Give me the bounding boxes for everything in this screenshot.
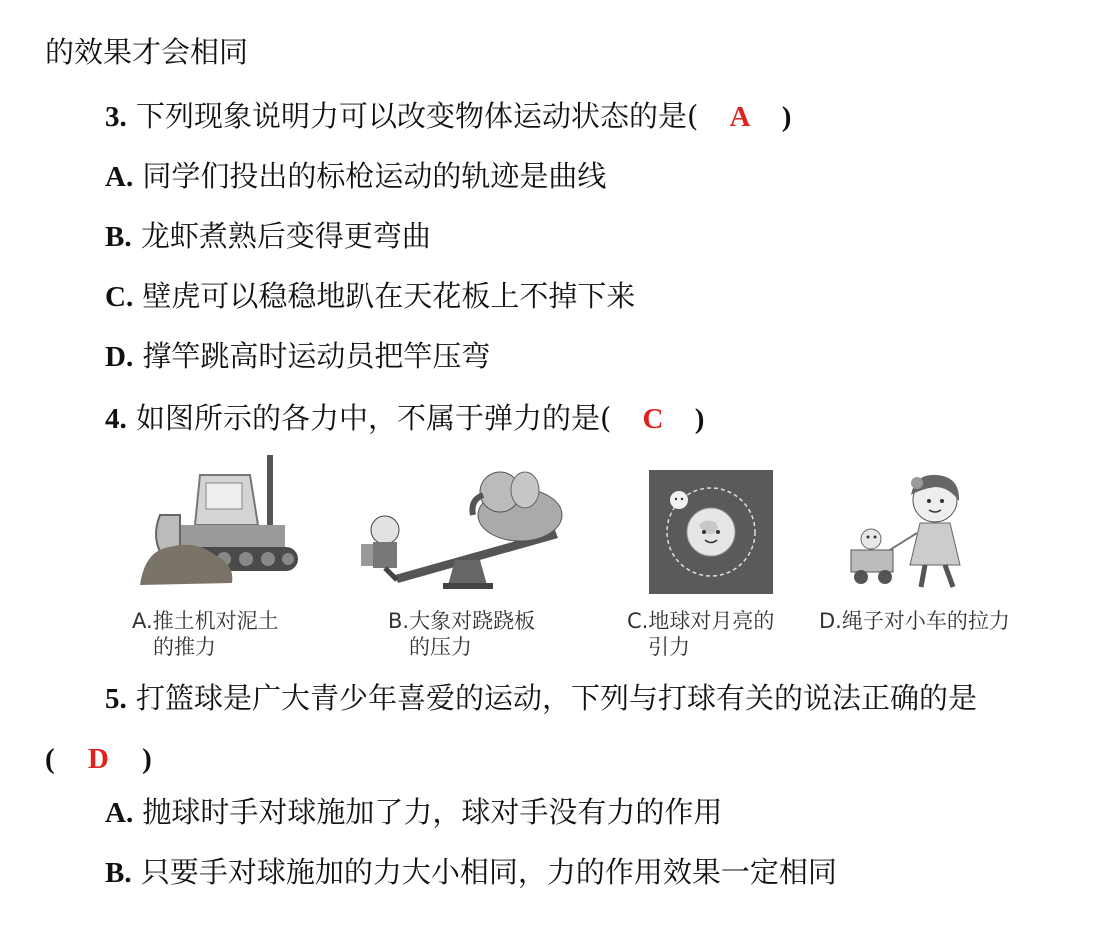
question-3-stem (105, 96, 791, 137)
option-label: A (105, 161, 126, 193)
question-text: 打篮球是广大青少年喜爱的运动，下列与打球有关的说法正确的是 (135, 681, 977, 715)
question-number: 5 (105, 683, 120, 715)
figure-a (140, 455, 310, 599)
girl-cart-icon (845, 465, 985, 595)
caption-a-line2: 的推力 (153, 635, 216, 659)
bulldozer-icon (140, 455, 310, 595)
option-label: D (105, 341, 126, 373)
option-text: 壁虎可以稳稳地趴在天花板上不掉下来 (142, 279, 636, 313)
caption-c-line1: C.地球对月亮的 (627, 609, 775, 633)
question-text: 如图所示的各力中，不属于弹力的是( (135, 401, 612, 435)
intro-text: 的效果才会相同 (45, 35, 249, 69)
option-separator: . (125, 797, 134, 829)
number-separator: . (119, 683, 127, 715)
open-paren: ( (45, 743, 55, 775)
option-label: C (105, 281, 126, 313)
option-separator: . (125, 341, 134, 373)
option-text: 抛球时手对球施加了力，球对手没有力的作用 (142, 795, 723, 829)
option-separator: . (124, 857, 132, 889)
close-paren: ) (694, 403, 705, 435)
option-text: 同学们投出的标枪运动的轨迹是曲线 (142, 159, 607, 193)
answer-mark: D (87, 743, 109, 775)
number-separator: . (119, 101, 127, 133)
elephant-seesaw-icon (355, 470, 575, 595)
option-text: 只要手对球施加的力大小相同，力的作用效果一定相同 (140, 855, 837, 889)
question-5-answer-line (45, 738, 152, 779)
earth-moon-icon (649, 470, 773, 594)
option-separator: . (125, 281, 134, 313)
option-text: 龙虾煮熟后变得更弯曲 (140, 219, 431, 253)
answer-mark: A (729, 101, 751, 133)
option-text: 撑竿跳高时运动员把竿压弯 (142, 339, 491, 373)
intro-continuation (45, 32, 248, 72)
close-paren: ) (781, 101, 792, 133)
option-separator: . (125, 161, 134, 193)
question-text: 下列现象说明力可以改变物体运动状态的是( (135, 99, 699, 133)
option-label: B (105, 221, 125, 253)
caption-d-line1: D.绳子对小车的拉力 (819, 609, 1010, 633)
option-label: B (105, 857, 125, 889)
question-3-option-a (105, 156, 606, 197)
question-5-stem (105, 678, 977, 719)
question-5-option-a (105, 792, 722, 833)
caption-a-line1: A.推土机对泥土 (132, 609, 279, 633)
question-5-option-b (105, 852, 837, 893)
figure-b (355, 470, 575, 599)
question-3-option-c (105, 276, 635, 317)
question-3-option-d (105, 336, 490, 377)
question-number: 4 (105, 403, 120, 435)
figure-c (649, 470, 773, 598)
close-paren: ) (142, 743, 152, 775)
caption-b-line1: B.大象对跷跷板 (388, 609, 536, 633)
number-separator: . (119, 403, 127, 435)
figure-d (845, 465, 985, 599)
option-label: A (105, 797, 126, 829)
question-4-stem (105, 398, 704, 439)
caption-b-line2: 的压力 (409, 635, 472, 659)
option-separator: . (124, 221, 132, 253)
question-number: 3 (105, 101, 120, 133)
question-3-option-b (105, 216, 431, 257)
answer-mark: C (642, 403, 664, 435)
caption-c-line2: 引力 (648, 635, 690, 659)
